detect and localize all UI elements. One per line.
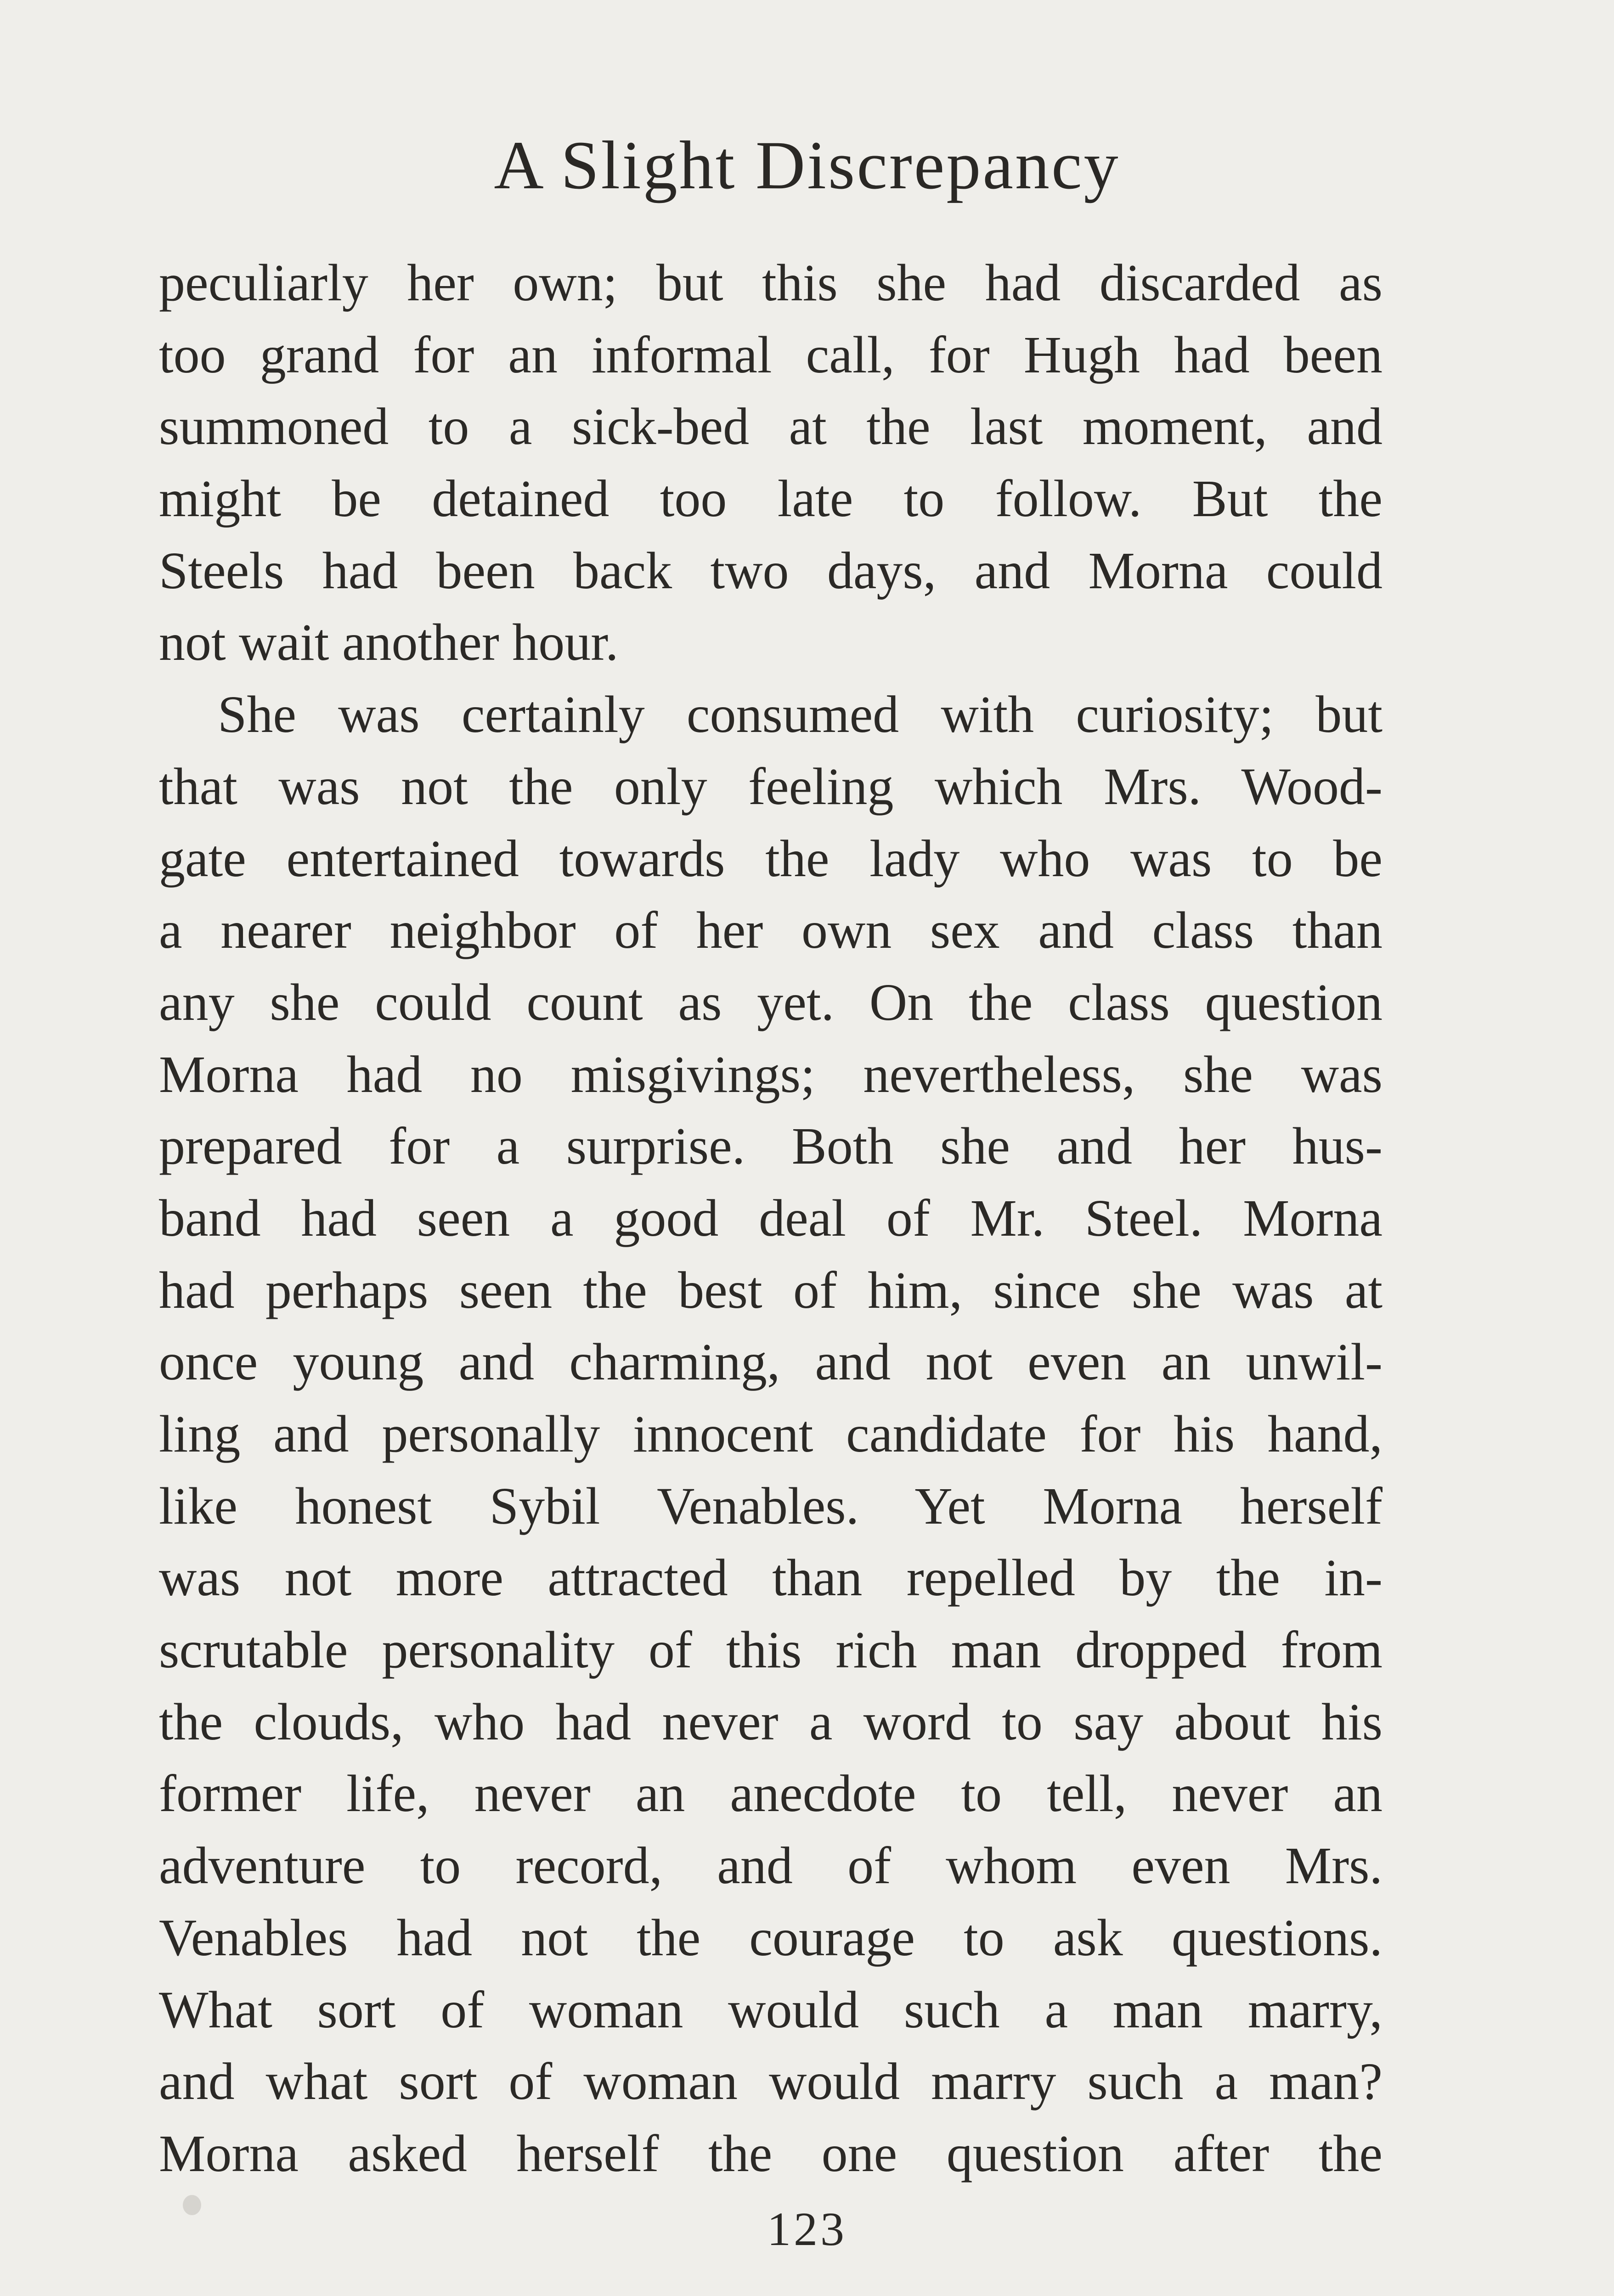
text-line: was not more attracted than repelled by the in- <box>159 1548 1383 1607</box>
text-line: She was certainly consumed with curiosity; but <box>218 685 1383 744</box>
text-line: that was not the only feeling which Mrs. Wood- <box>159 757 1383 816</box>
text-line: Steels had been back two days, and Morna could <box>159 541 1383 600</box>
text-line: once young and charming, and not even an unwil- <box>159 1333 1383 1391</box>
text-line: scrutable personality of this rich man dropped from <box>159 1621 1383 1679</box>
text-line: summoned to a sick-bed at the last moment, and <box>159 397 1383 456</box>
text-line: gate entertained towards the lady who was to be <box>159 829 1383 888</box>
text-line: prepared for a surprise. Both she and her hus- <box>159 1117 1383 1176</box>
body-text <box>159 247 1383 2190</box>
text-line: ling and personally innocent candidate for his hand, <box>159 1405 1383 1463</box>
text-line: former life, never an anecdote to tell, never an <box>159 1764 1383 1823</box>
text-line: peculiarly her own; but this she had discarded as <box>159 253 1383 312</box>
page-number: 123 <box>767 2203 847 2256</box>
text-line: any she could count as yet. On the class question <box>159 973 1383 1031</box>
text-line: and what sort of woman would marry such a man? <box>159 2052 1383 2111</box>
text-line: too grand for an informal call, for Hugh had been <box>159 325 1383 384</box>
text-line: might be detained too late to follow. But the <box>159 469 1383 528</box>
running-head: A Slight Discrepancy <box>494 127 1120 203</box>
text-line: Venables had not the courage to ask questions. <box>159 1908 1383 1967</box>
text-line: had perhaps seen the best of him, since she was at <box>159 1261 1383 1319</box>
text-line: like honest Sybil Venables. Yet Morna herself <box>159 1476 1383 1535</box>
text-line: band had seen a good deal of Mr. Steel. Morna <box>159 1188 1383 1247</box>
text-line: not wait another hour. <box>159 613 619 672</box>
text-line: adventure to record, and of whom even Mrs. <box>159 1836 1383 1895</box>
text-line: Morna had no misgivings; nevertheless, she was <box>159 1045 1383 1103</box>
text-line: What sort of woman would such a man marry, <box>159 1980 1383 2039</box>
text-line: the clouds, who had never a word to say about his <box>159 1692 1383 1751</box>
text-line: a nearer neighbor of her own sex and class than <box>159 901 1383 960</box>
text-line: Morna asked herself the one question after the <box>159 2124 1383 2183</box>
